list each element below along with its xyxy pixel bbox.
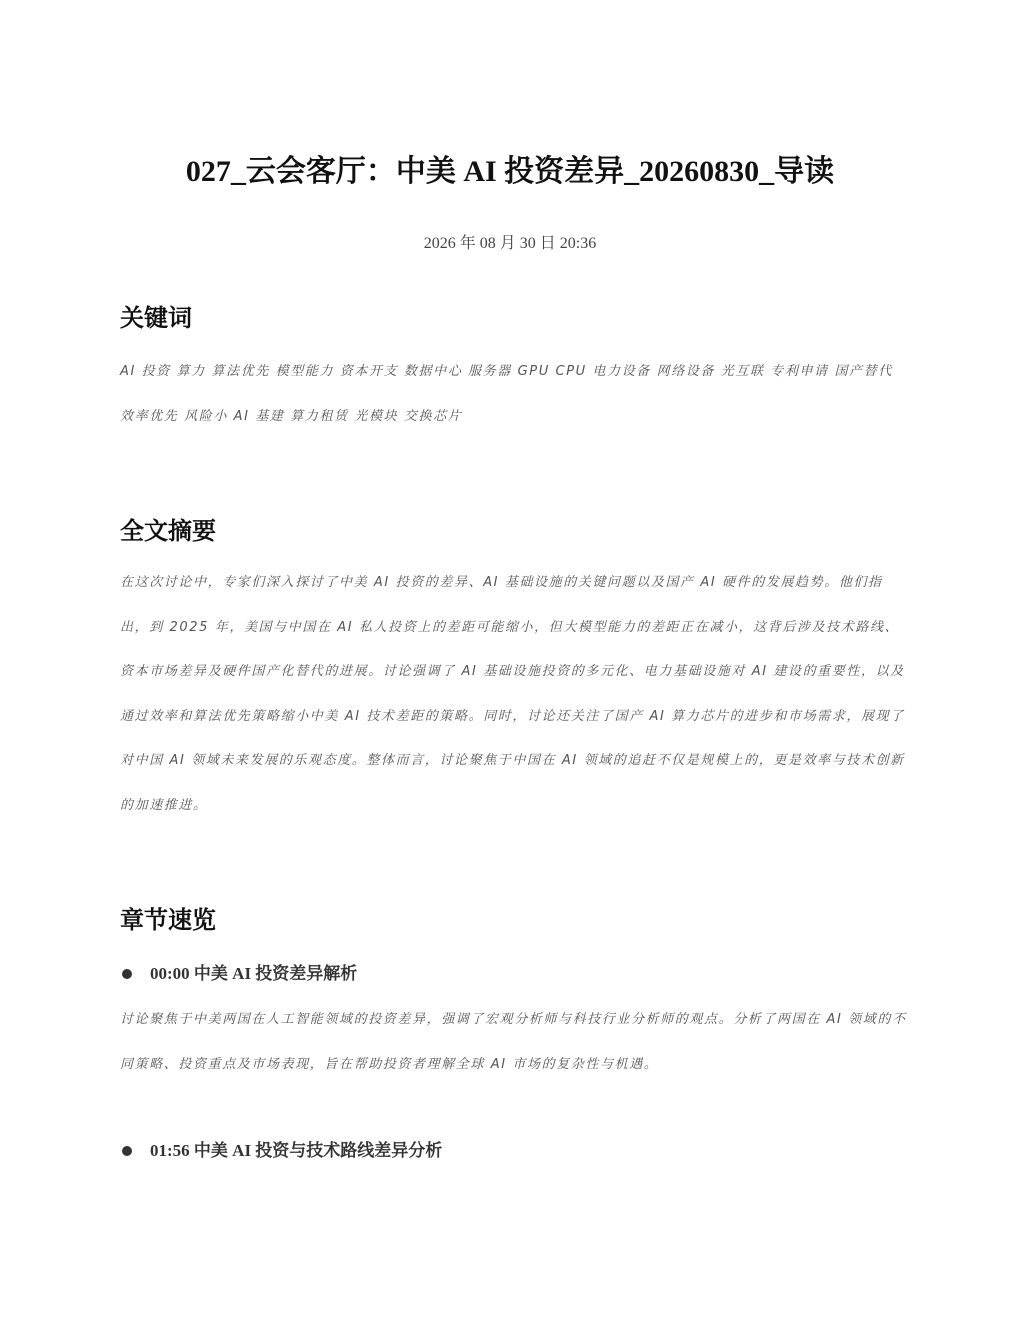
summary-heading: 全文摘要 xyxy=(120,517,216,545)
chapter-item xyxy=(120,1137,920,1167)
bullet-icon xyxy=(122,1146,132,1156)
chapter-item xyxy=(120,960,920,990)
keywords-heading: 关键词 xyxy=(120,304,192,332)
document-date: 2026 年 08 月 30 日 20:36 xyxy=(423,235,597,252)
bullet-icon xyxy=(122,969,132,979)
chapter-description: 讨论聚焦于中美两国在人工智能领域的投资差异，强调了宏观分析师与科技行业分析师的观点。分析了两国在 AI 领域的不同策略、投资重点及市场表现，旨在帮助投资者理解全球 AI 市场的复杂性与机遇。 xyxy=(120,1012,907,1072)
chapters-heading: 章节速览 xyxy=(120,906,216,934)
document-title: 027_云会客厅：中美 AI 投资差异_20260830_导读 xyxy=(185,155,835,188)
summary-text: 在这次讨论中，专家们深入探讨了中美 AI 投资的差异、AI 基础设施的关键问题以及国产 AI 硬件的发展趋势。他们指出，到 2025 年，美国与中国在 AI 私人投资上的差距可能缩小，但大模型能力的差距正在减小，这背后涉及技术路线、资本市场差异及硬件国产化替代的进展。讨论强调了 AI 基础设施投资的多元化、电力基础设施对 AI 建设的重要性，以及通过效率和算法优先策略缩小中美 AI 技术差距的策略。同时，讨论还关注了国产 AI 算力芯片的进步和市场需求，展现了对中国 AI 领域未来发展的乐观态度。整体而言，讨论聚焦于中国在 AI 领域的追赶不仅是规模上的，更是效率与技术创新的加速推进。 xyxy=(120,575,905,813)
chapter-title: 00:00 中美 AI 投资差异解析 xyxy=(150,964,358,983)
chapter-title: 01:56 中美 AI 投资与技术路线差异分析 xyxy=(150,1141,443,1160)
keywords-text: AI 投资 算力 算法优先 模型能力 资本开支 数据中心 服务器 GPU CPU 电力设备 网络设备 光互联 专利申请 国产替代 效率优先 风险小 AI 基建 算力租赁 光模块 交换芯片 xyxy=(120,364,893,424)
